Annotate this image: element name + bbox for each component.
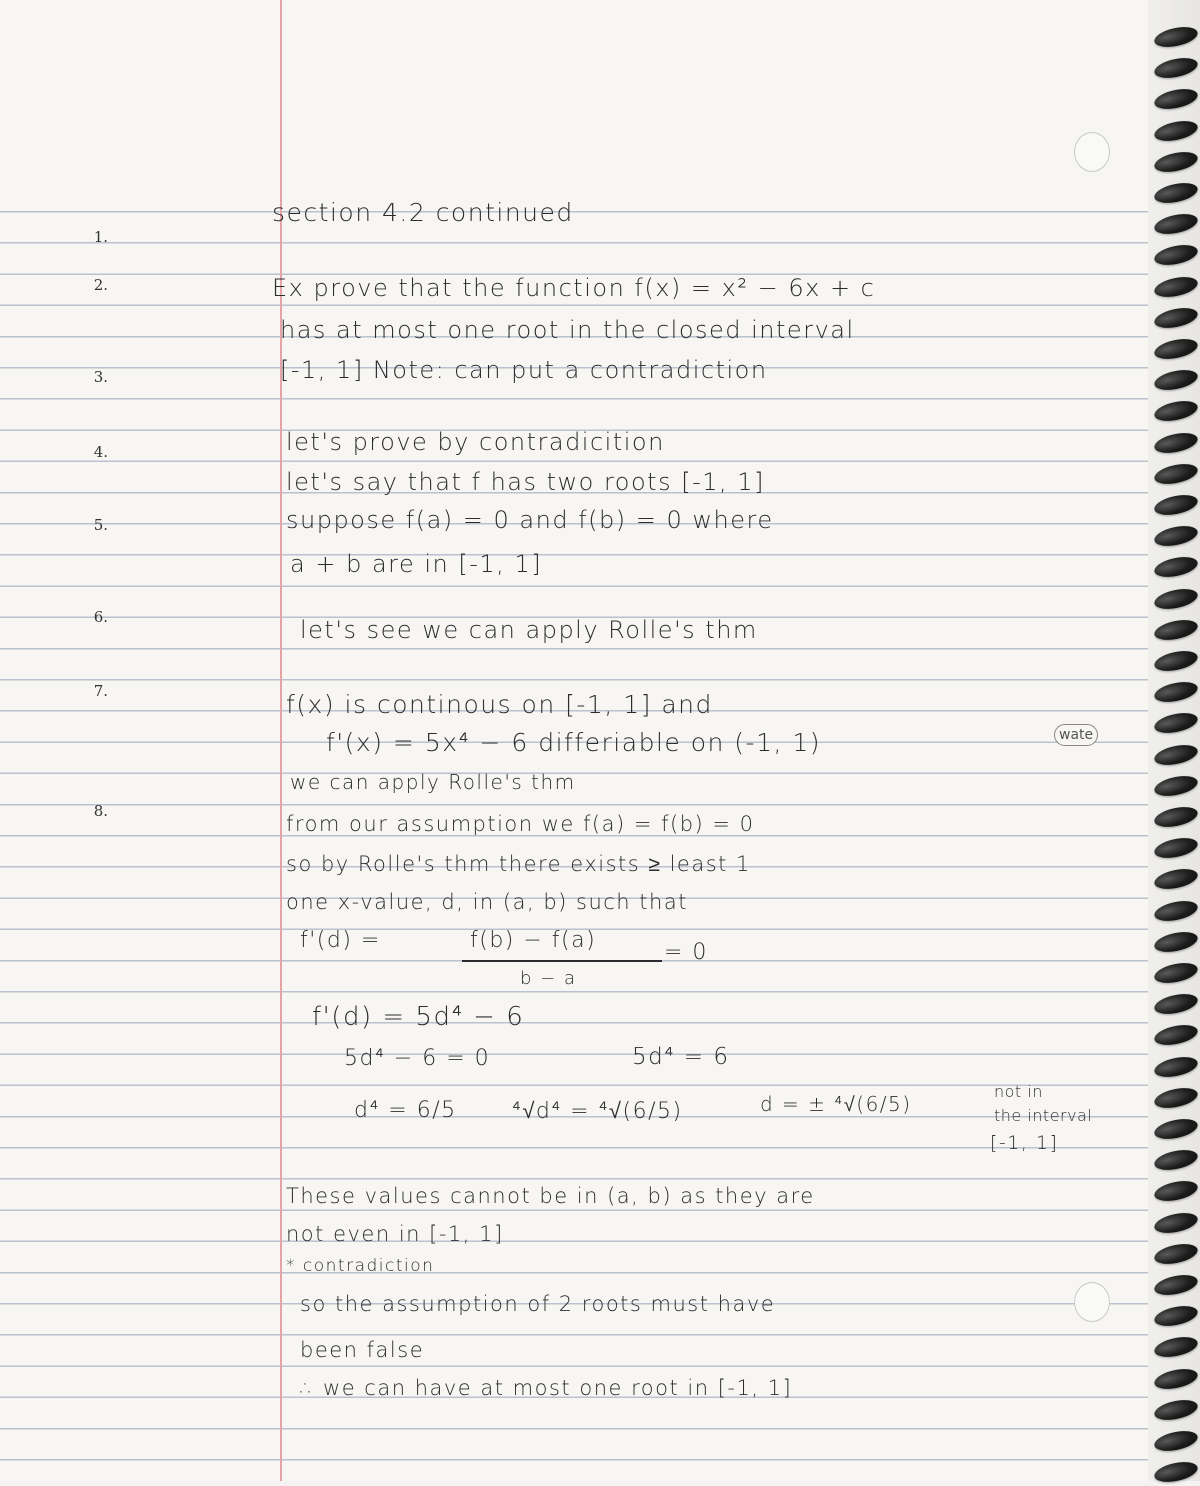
spiral-ring xyxy=(1153,554,1200,581)
line-number: 6. xyxy=(93,608,108,626)
spiral-ring xyxy=(1153,1116,1200,1143)
mvt-lhs: f'(d) = xyxy=(300,928,381,953)
spiral-ring xyxy=(1153,960,1200,987)
line-number: 4. xyxy=(93,443,108,461)
spiral-ring xyxy=(1153,1365,1200,1392)
conclusion-line: been false xyxy=(300,1338,425,1362)
spiral-ring xyxy=(1153,304,1200,331)
spiral-ring xyxy=(1153,117,1200,144)
spiral-ring xyxy=(1153,1396,1200,1423)
spiral-ring xyxy=(1153,804,1200,831)
side-note: not in xyxy=(994,1082,1043,1101)
spiral-ring xyxy=(1153,1272,1200,1299)
conclusion-line: * contradiction xyxy=(286,1256,435,1276)
spiral-ring xyxy=(1153,897,1200,924)
problem-line: [-1, 1] Note: can put a contradiction xyxy=(280,356,768,384)
mvt-equals-zero: = 0 xyxy=(664,940,708,965)
spiral-ring xyxy=(1153,460,1200,487)
spiral-ring xyxy=(1153,1209,1200,1236)
setup-line: let's say that f has two roots [-1, 1] xyxy=(286,468,765,496)
spiral-ring xyxy=(1153,429,1200,456)
spiral-ring xyxy=(1153,710,1200,737)
conditions-line: f'(x) = 5x⁴ − 6 differiable on (-1, 1) xyxy=(326,728,822,757)
page-top-margin xyxy=(0,0,1150,182)
derivative-line: f'(d) = 5d⁴ − 6 xyxy=(312,1002,525,1032)
line-number: 8. xyxy=(93,802,108,820)
punch-hole-bottom xyxy=(1074,1282,1110,1322)
spiral-ring xyxy=(1153,148,1200,175)
spiral-ring xyxy=(1153,741,1200,768)
spiral-binding xyxy=(1148,0,1200,1481)
assumption-line: from our assumption we f(a) = f(b) = 0 xyxy=(286,812,755,836)
spiral-ring xyxy=(1153,86,1200,113)
spiral-ring xyxy=(1153,648,1200,675)
conclusion-line: ∴ we can have at most one root in [-1, 1] xyxy=(300,1376,793,1400)
line-number: 3. xyxy=(93,368,108,386)
equation-step: ⁴√d⁴ = ⁴√(6/5) xyxy=(512,1099,683,1124)
conclusion-line: not even in [-1, 1] xyxy=(286,1222,504,1246)
conditions-line: f(x) is continous on [-1, 1] and xyxy=(286,690,713,719)
spiral-ring xyxy=(1153,991,1200,1018)
spiral-ring xyxy=(1153,1053,1200,1080)
fraction-bar xyxy=(462,960,662,962)
setup-line: suppose f(a) = 0 and f(b) = 0 where xyxy=(286,506,774,534)
spiral-ring xyxy=(1153,835,1200,862)
line-number: 2. xyxy=(93,276,108,294)
equation-step: d = ± ⁴√(6/5) xyxy=(760,1092,912,1116)
spiral-ring xyxy=(1153,273,1200,300)
spiral-ring xyxy=(1153,616,1200,643)
line-number: 1. xyxy=(93,228,108,246)
side-note: [-1, 1] xyxy=(990,1132,1059,1154)
equation-step: 5d⁴ = 6 xyxy=(632,1044,730,1070)
spiral-ring xyxy=(1153,679,1200,706)
spiral-ring xyxy=(1153,367,1200,394)
side-note: the interval xyxy=(994,1106,1093,1125)
spiral-ring xyxy=(1153,1240,1200,1267)
section-heading: section 4.2 continued xyxy=(272,198,574,227)
spiral-ring xyxy=(1153,928,1200,955)
spiral-ring xyxy=(1153,772,1200,799)
assumption-line: so by Rolle's thm there exists ≥ least 1 xyxy=(286,852,751,876)
spiral-ring xyxy=(1153,1459,1200,1486)
line-number: 5. xyxy=(93,516,108,534)
mvt-numerator: f(b) − f(a) xyxy=(470,928,597,953)
equation-step: d⁴ = 6/5 xyxy=(354,1098,457,1123)
spiral-ring xyxy=(1153,585,1200,612)
spiral-ring xyxy=(1153,242,1200,269)
problem-line: Ex prove that the function f(x) = x² − 6x + c xyxy=(272,274,876,302)
line-number: 7. xyxy=(93,682,108,700)
spiral-ring xyxy=(1153,55,1200,82)
conclusion-line: so the assumption of 2 roots must have xyxy=(300,1292,776,1316)
spiral-ring xyxy=(1153,1428,1200,1455)
spiral-ring xyxy=(1153,1084,1200,1111)
spiral-ring xyxy=(1153,492,1200,519)
setup-line: a + b are in [-1, 1] xyxy=(290,550,543,578)
mvt-denominator: b − a xyxy=(520,968,577,989)
rolle-intro-line: let's see we can apply Rolle's thm xyxy=(300,616,758,644)
conditions-line: we can apply Rolle's thm xyxy=(290,770,576,794)
spiral-ring xyxy=(1153,1022,1200,1049)
equation-step: 5d⁴ − 6 = 0 xyxy=(344,1046,491,1071)
spiral-ring xyxy=(1153,1334,1200,1361)
spiral-ring xyxy=(1153,24,1200,51)
watermark-badge: wate xyxy=(1054,724,1098,746)
spiral-ring xyxy=(1153,211,1200,238)
problem-line: has at most one root in the closed interval xyxy=(280,316,855,344)
conclusion-line: These values cannot be in (a, b) as they are xyxy=(286,1184,815,1208)
spiral-ring xyxy=(1153,523,1200,550)
spiral-ring xyxy=(1153,336,1200,363)
spiral-ring xyxy=(1153,1147,1200,1174)
setup-line: let's prove by contradicition xyxy=(286,428,665,456)
spiral-ring xyxy=(1153,398,1200,425)
spiral-ring xyxy=(1153,866,1200,893)
spiral-ring xyxy=(1153,180,1200,207)
spiral-ring xyxy=(1153,1303,1200,1330)
punch-hole-top xyxy=(1074,132,1110,172)
assumption-line: one x-value, d, in (a, b) such that xyxy=(286,890,688,914)
spiral-ring xyxy=(1153,1178,1200,1205)
